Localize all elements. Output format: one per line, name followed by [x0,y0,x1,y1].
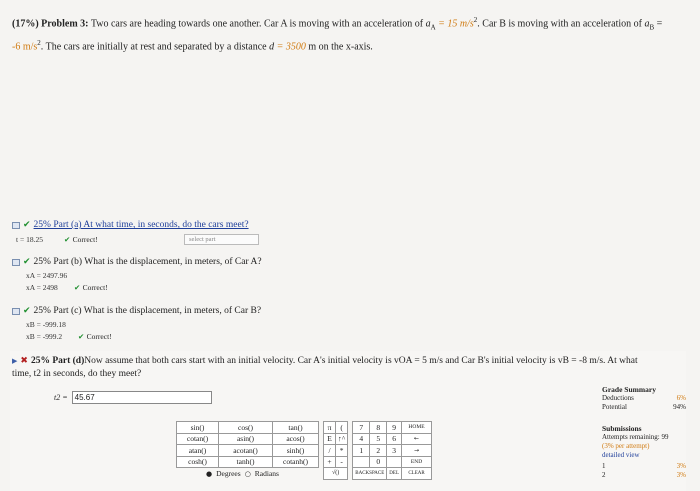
incorrect-icon: ✖ [20,356,28,366]
grade-summary-title: Grade Summary [602,385,656,394]
key-e[interactable]: E [324,433,336,445]
submission-number: 1 [602,462,606,470]
symbol-row [324,468,348,480]
part-c-title: 25% Part (c) What is the displacement, in meters, of Car B? [33,306,262,316]
potential-value: 94% [673,403,686,411]
detailed-view-link[interactable]: detailed view [602,451,640,459]
part-b-answer-2: xA = 2498 [26,283,58,292]
problem-text-c: . The cars are initially at rest and separated by a distance [40,41,270,53]
part-b-answer-1: xA = 2497.96 [26,271,68,280]
key-minus[interactable]: - [336,456,348,468]
grade-summary [602,385,686,480]
problem-line-2: -6 $m/s^2$. The cars are initially at rest and separated by a distance d = 3500 m on the x-axis. [12,39,373,53]
accel-b-value: -6 m/s [12,41,38,53]
digit-keys [352,421,432,480]
part-a [12,219,259,245]
key-4[interactable]: 4 [353,433,370,445]
key-del[interactable]: DEL [387,468,402,480]
part-a-status [64,235,184,244]
degrees-label: Degrees [216,469,241,478]
part-c [12,305,261,342]
play-icon: ▶ [12,357,18,365]
part-a-answer-row [12,234,259,245]
digit-row [353,433,432,445]
per-attempt: (3% per attempt) [602,442,650,450]
part-d-header [12,355,686,368]
hint-icon[interactable] [12,222,20,229]
digit-row [353,456,432,468]
part-d-panel [10,351,686,491]
select-part-button[interactable]: select part [184,234,259,245]
problem-statement [12,12,688,56]
key-sinh[interactable]: sinh() [273,445,319,457]
part-d-title: Now assume that both cars start with an initial velocity. Car A's initial velocity is vOA = 5 m/s and Car B's initial velocity is vB = -8 m/s. At what [84,356,638,366]
key-backspace[interactable]: BACKSPACE [353,468,387,480]
accel-a-value: = 15 m/s [435,18,474,30]
submission-row [602,462,686,471]
function-row [177,422,319,434]
key-cosh[interactable]: cosh() [177,456,219,468]
key-open-paren[interactable]: ( [336,422,348,434]
attempts-remaining: Attempts remaining: 99 [602,433,669,441]
radio-degrees-icon[interactable]: ● [206,469,213,478]
answer-label: t2 = [54,393,68,402]
correct-check-icon: ✔ [78,332,87,341]
accel-b-sub: B [649,23,655,32]
digit-row [353,422,432,434]
key-blank[interactable] [353,456,370,468]
accel-a-sub: A [430,23,436,32]
hint-icon[interactable] [12,259,20,266]
part-b-status-text: Correct! [82,283,108,292]
part-a-status-text: Correct! [72,235,98,244]
function-row [177,445,319,457]
angle-mode [176,469,319,478]
check-icon: ✔ [23,306,31,316]
accel-b-var: a [644,18,650,30]
part-c-answer-row [26,332,261,342]
digit-row [353,445,432,457]
distance-value: = 3500 [274,41,306,53]
part-b-header[interactable] [12,256,262,269]
key-1[interactable]: 1 [353,445,370,457]
part-b-answer-row [26,283,262,293]
potential-row [602,403,686,412]
key-cotan[interactable]: cotan() [177,433,219,445]
part-c-status-text: Correct! [86,332,112,341]
symbol-row [324,422,348,434]
key-multiply[interactable]: * [336,445,348,457]
digit-row [353,468,432,480]
key-atan[interactable]: atan() [177,445,219,457]
key-clear[interactable]: CLEAR [402,468,432,480]
key-power[interactable]: ↑^ [336,433,348,445]
submission-value: 3% [676,462,686,470]
function-row [177,456,319,468]
key-right-arrow[interactable]: → [402,445,432,457]
submission-value: 3% [676,471,686,479]
key-9[interactable]: 9 [387,422,402,434]
key-tan[interactable]: tan() [273,422,319,434]
deductions-row [602,394,686,403]
keypad [176,421,432,480]
function-keys [176,421,319,480]
deductions-value: 6% [676,394,686,402]
part-c-header[interactable] [12,305,261,318]
key-divide[interactable]: / [324,445,336,457]
key-asin[interactable]: asin() [219,433,273,445]
part-b-status [74,283,108,293]
key-7[interactable]: 7 [353,422,370,434]
key-2[interactable]: 2 [370,445,387,457]
part-c-answer-2: xB = -999.2 [26,332,63,341]
key-home[interactable]: HOME [402,422,432,434]
problem-label: Problem 3: [41,18,89,30]
submission-row [602,471,686,480]
problem-text-b: . Car B is moving with an acceleration of [477,18,645,30]
key-3[interactable]: 3 [387,445,402,457]
key-acos[interactable]: acos() [273,433,319,445]
key-plus[interactable]: + [324,456,336,468]
accel-a-var: a [425,18,431,30]
key-acotan[interactable]: acotan() [219,445,273,457]
function-table [176,421,319,468]
check-icon: ✔ [23,220,31,230]
key-tanh[interactable]: tanh() [219,456,273,468]
submission-number: 2 [602,471,606,479]
key-0[interactable]: 0 [370,456,387,468]
key-blank[interactable] [387,456,402,468]
part-c-answer-1: xB = -999.18 [26,320,66,329]
symbol-row [324,456,348,468]
key-6[interactable]: 6 [387,433,402,445]
key-8[interactable]: 8 [370,422,387,434]
deductions-label: Deductions [602,394,634,402]
key-sin[interactable]: sin() [177,422,219,434]
problem-line-1: (17%) Problem 3: Two cars are heading towards one another. Car A is moving with an acceleration of $a_A = 15$ $m/s^2$. Car B is moving with an acceleration of $a_B$ = [12,16,663,32]
part-b [12,256,262,293]
key-pi[interactable]: π [324,422,336,434]
hint-icon[interactable] [12,308,20,315]
submissions-title: Submissions [602,424,642,433]
function-row [177,433,319,445]
key-5[interactable]: 5 [370,433,387,445]
correct-check-icon: ✔ [74,283,83,292]
problem-text: Two cars are heading towards one another. Car A is moving with an acceleration of [90,18,426,30]
part-d-line2: time, t2 in seconds, do they meet? [12,369,142,379]
potential-label: Potential [602,403,627,411]
key-cotanh[interactable]: cotanh() [273,456,319,468]
part-b-title: 25% Part (b) What is the displacement, in meters, of Car A? [33,257,262,267]
part-a-answer: t = 18.25 [16,234,43,244]
check-icon: ✔ [23,257,31,267]
part-c-status [78,332,112,342]
correct-check-icon: ✔ [64,235,73,244]
key-left-arrow[interactable]: ← [402,433,432,445]
radians-label: Radians [254,469,279,478]
symbol-keys [323,421,348,480]
problem-text-d: m on the x-axis. [305,41,373,53]
radio-radians-icon[interactable]: ○ [244,469,251,478]
problem-weight: (17%) [12,18,39,30]
key-cos[interactable]: cos() [219,422,273,434]
distance-var: d [269,41,275,53]
key-sqrt[interactable]: √() [324,468,348,480]
symbol-row [324,445,348,457]
part-a-title[interactable]: 25% Part (a) At what time, in seconds, do the cars meet? [33,220,249,230]
accel-b-eq: = [654,18,663,30]
symbol-row [324,433,348,445]
part-d-pct: 25% Part (d) [30,356,85,366]
part-a-header[interactable] [12,219,259,232]
answer-input-row [54,391,212,404]
answer-input[interactable]: 45.67 [72,391,212,404]
key-end[interactable]: END [402,456,432,468]
